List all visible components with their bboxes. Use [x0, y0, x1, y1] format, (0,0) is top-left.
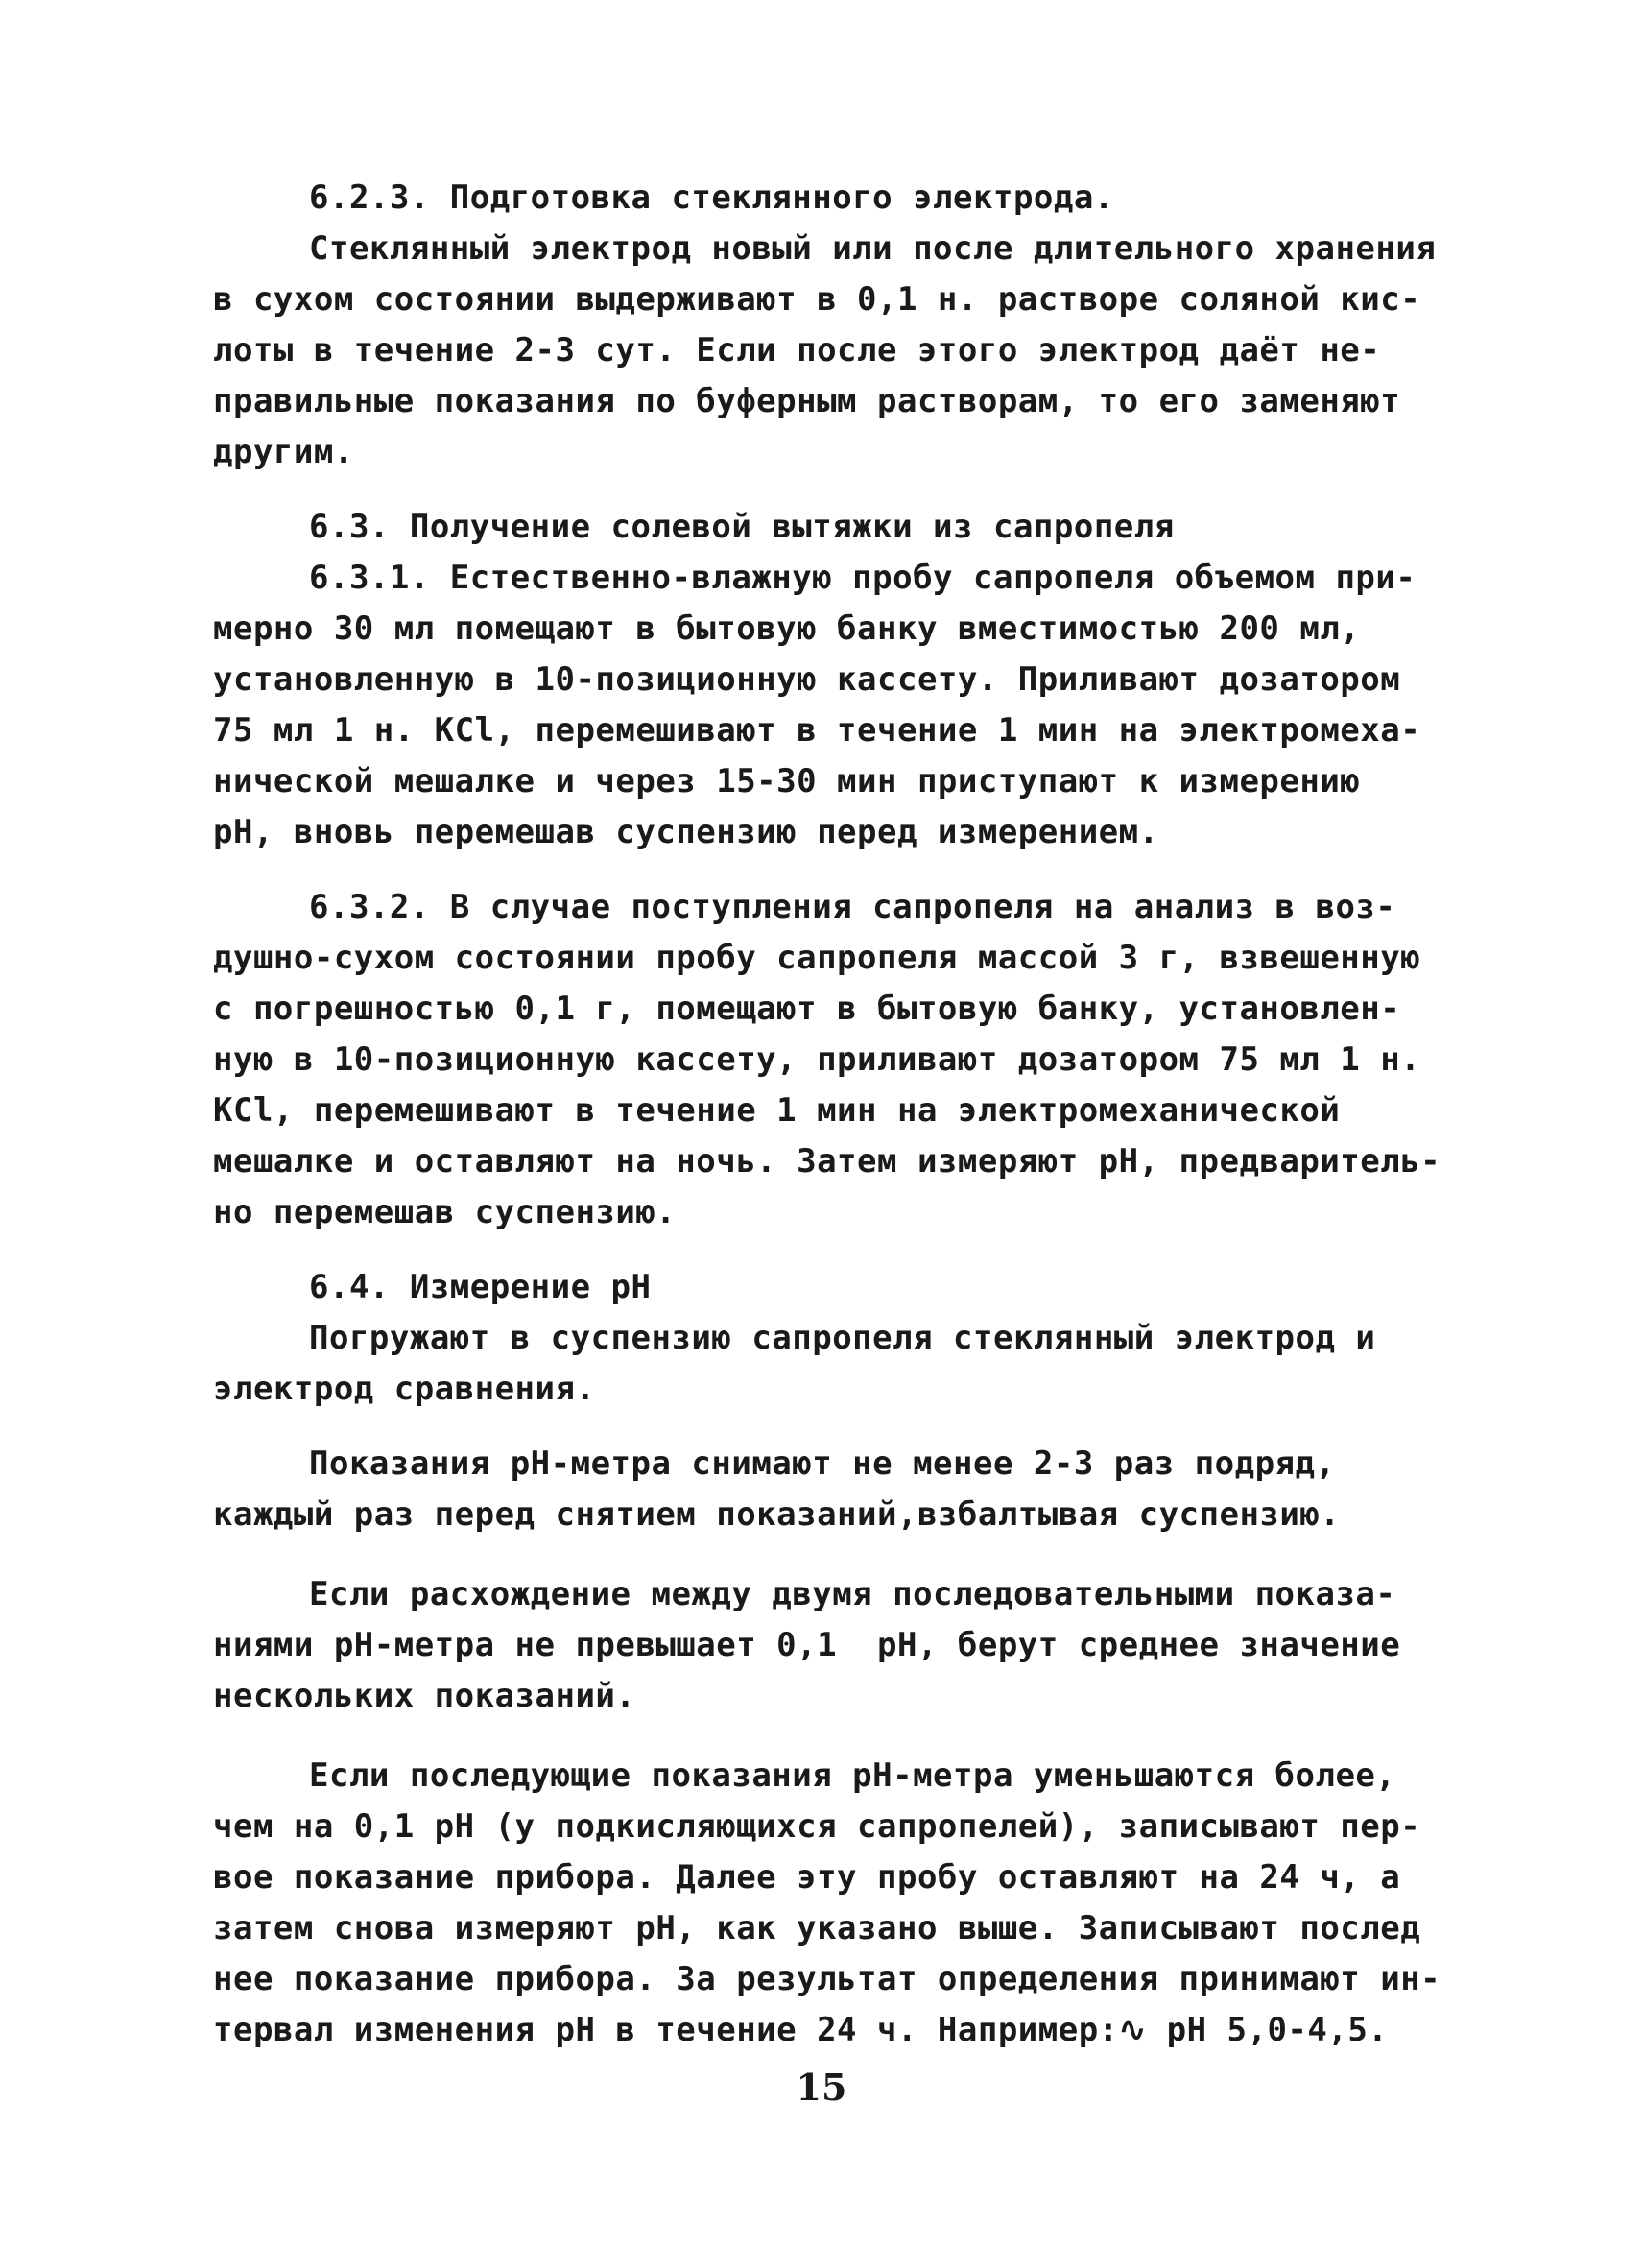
text-line: установленную в 10-позиционную кассету. Приливают дозатором: [213, 660, 1401, 699]
text-line: душно-сухом состоянии пробу сапропеля массой 3 г, взвешенную: [213, 939, 1421, 977]
text-line: чем на 0,1 pH (у подкисляющихся сапропелей), записывают пер-: [213, 1807, 1421, 1846]
text-line: но перемешав суспензию.: [213, 1193, 677, 1231]
text-line: электрод сравнения.: [213, 1370, 596, 1408]
text-line: Показания pH-метра снимают не менее 2-3 раз подряд,: [309, 1444, 1336, 1483]
text-line: Если последующие показания pH-метра уменьшаются более,: [309, 1756, 1396, 1795]
text-line: лоты в течение 2-3 сут. Если после этого электрод даёт не-: [213, 331, 1381, 370]
text-line: Если расхождение между двумя последовательными показа-: [309, 1575, 1396, 1613]
text-line: нескольких показаний.: [213, 1677, 636, 1715]
section-heading-6-4: 6.4. Измерение pH: [309, 1268, 652, 1306]
text-line: мешалке и оставляют на ночь. Затем измеряют pH, предваритель-: [213, 1142, 1441, 1181]
text-line: другим.: [213, 433, 354, 471]
text-line: мерно 30 мл помещают в бытовую банку вместимостью 200 мл,: [213, 609, 1361, 648]
text-line: Погружают в суспензию сапропеля стеклянный электрод и: [309, 1319, 1376, 1357]
text-line: pH, вновь перемешав суспензию перед измерением.: [213, 813, 1159, 851]
document-body: [213, 173, 1461, 2056]
text-line: вое показание прибора. Далее эту пробу оставляют на 24 ч, а: [213, 1858, 1401, 1897]
section-heading-6-3-2: 6.3.2. В случае поступления сапропеля на анализ в воз-: [309, 888, 1396, 926]
text-line: KCl, перемешивают в течение 1 мин на электромеханической: [213, 1091, 1341, 1130]
text-line: правильные показания по буферным растворам, то его заменяют: [213, 382, 1401, 420]
text-line: Стеклянный электрод новый или после длительного хранения: [309, 229, 1437, 268]
text-line: тервал изменения pH в течение 24 ч. Например:∿ pH 5,0-4,5.: [213, 2011, 1389, 2049]
text-line: нее показание прибора. За результат определения принимают ин-: [213, 1960, 1441, 1998]
text-line: с погрешностью 0,1 г, помещают в бытовую банку, установлен-: [213, 990, 1401, 1028]
text-line: нической мешалке и через 15-30 мин приступают к измерению: [213, 762, 1361, 800]
section-heading-6-2-3: 6.2.3. Подготовка стеклянного электрода.: [309, 179, 1114, 217]
text-line: ниями pH-метра не превышает 0,1 pH, берут среднее значение: [213, 1626, 1401, 1664]
page-number: 15: [796, 2065, 847, 2109]
text-line: каждый раз перед снятием показаний,взбалтывая суспензию.: [213, 1495, 1341, 1534]
text-line: в сухом состоянии выдерживают в 0,1 н. растворе соляной кис-: [213, 280, 1421, 319]
text-line: 6.3.1. Естественно-влажную пробу сапропеля объемом при-: [309, 559, 1417, 597]
text-line: ную в 10-позиционную кассету, приливают дозатором 75 мл 1 н.: [213, 1040, 1421, 1079]
text-line: 75 мл 1 н. KCl, перемешивают в течение 1 мин на электромеха-: [213, 711, 1421, 750]
text-line: затем снова измеряют pH, как указано выше. Записывают послед: [213, 1909, 1421, 1947]
section-heading-6-3: 6.3. Получение солевой вытяжки из сапропеля: [309, 508, 1175, 546]
